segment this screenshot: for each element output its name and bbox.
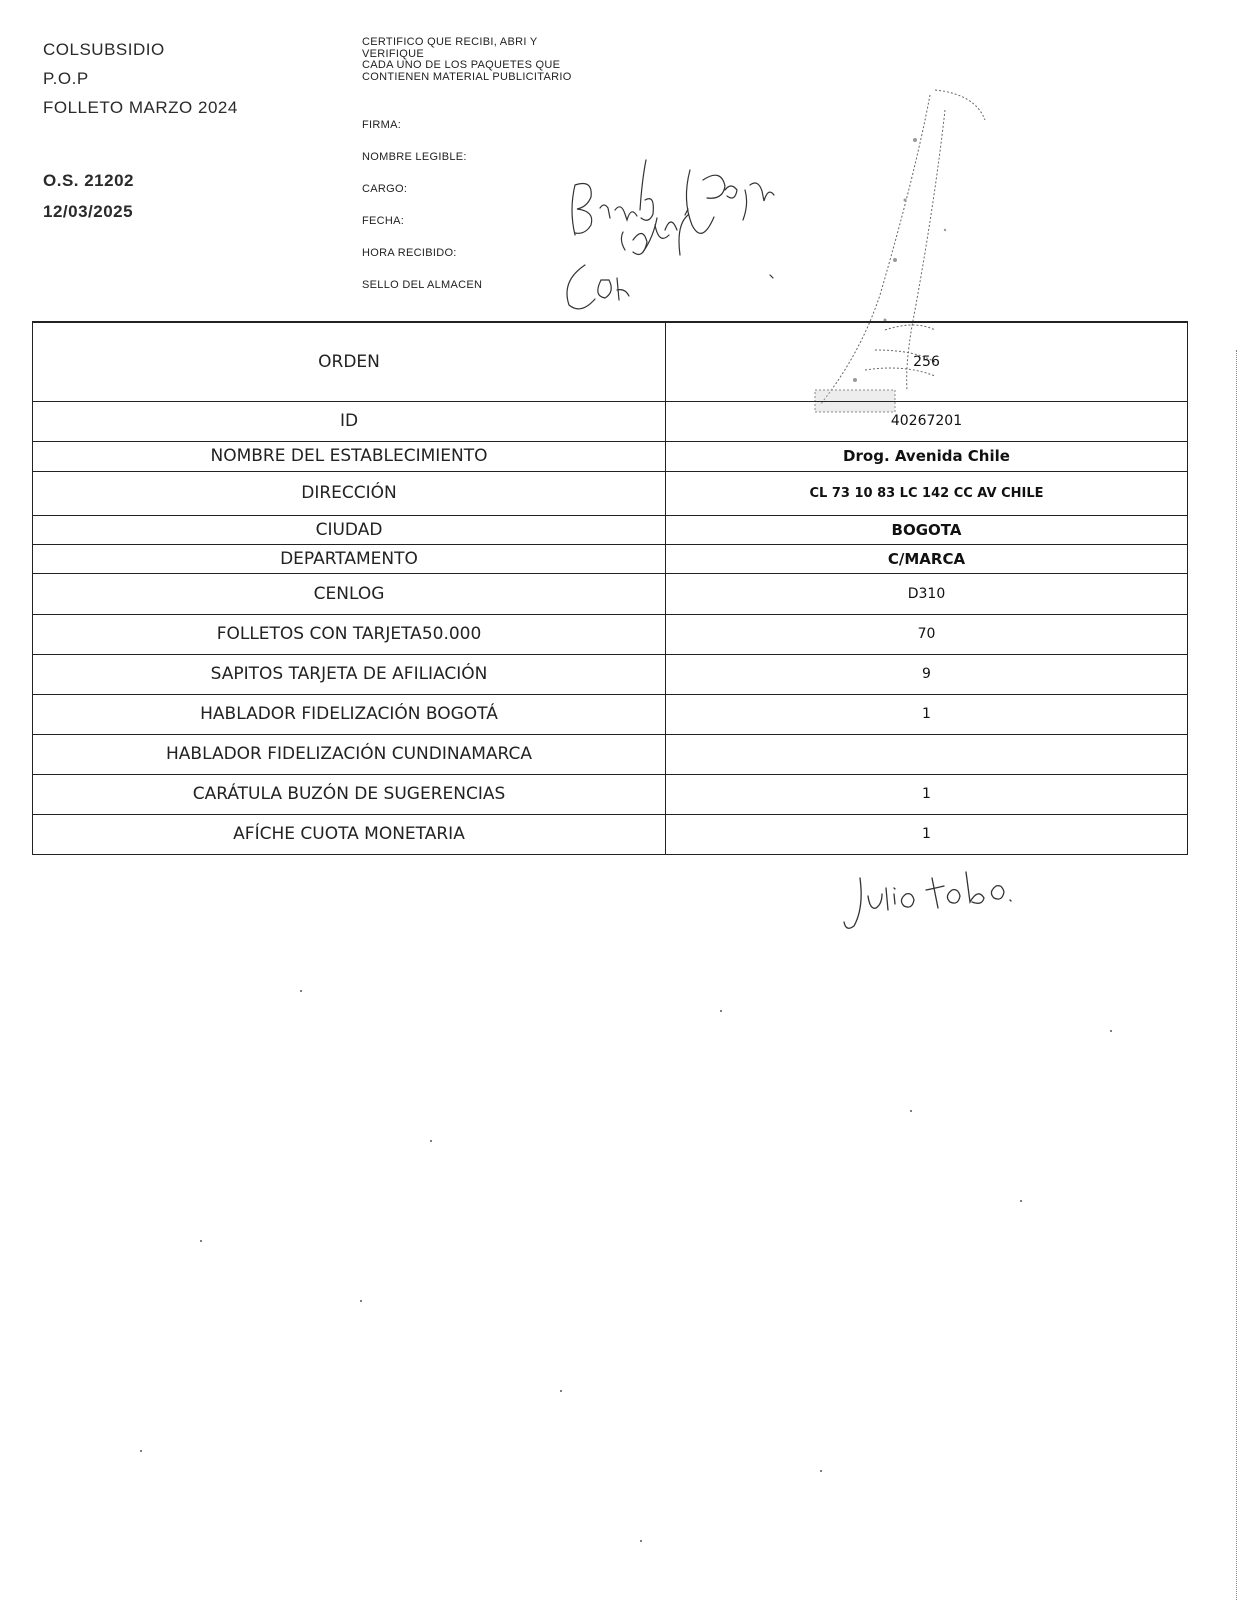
row-label-establecimiento: NOMBRE DEL ESTABLECIMIENTO [33, 441, 666, 471]
row-value-establecimiento: Drog. Avenida Chile [666, 441, 1188, 471]
table-row [33, 322, 1188, 401]
table-row [33, 734, 1188, 774]
row-value-id: 40267201 [666, 401, 1188, 441]
cert-line: CADA UNO DE LOS PAQUETES QUE [362, 59, 561, 71]
table-row [33, 654, 1188, 694]
cert-line: CERTIFICO QUE RECIBI, ABRI Y [362, 36, 538, 48]
row-label-caratula: CARÁTULA BUZÓN DE SUGERENCIAS [33, 774, 666, 814]
field-sello-almacen: SELLO DEL ALMACEN [362, 279, 483, 291]
field-firma: FIRMA: [362, 119, 402, 131]
header-order-block [43, 166, 134, 228]
handwritten-signature [545, 130, 805, 310]
delivery-table [32, 321, 1188, 855]
table-row [33, 814, 1188, 854]
pop-label: P.O.P [43, 69, 89, 88]
table-row [33, 614, 1188, 654]
row-label-ciudad: CIUDAD [33, 515, 666, 544]
header-company-block [43, 35, 238, 122]
order-date: 12/03/2025 [43, 202, 134, 221]
field-cargo: CARGO: [362, 183, 408, 195]
folleto-title: FOLLETO MARZO 2024 [43, 98, 238, 117]
field-nombre-legible: NOMBRE LEGIBLE: [362, 151, 467, 163]
row-value-afiche: 1 [666, 814, 1188, 854]
handwritten-note [840, 868, 1020, 938]
certification-text [362, 37, 572, 83]
row-value-caratula: 1 [666, 774, 1188, 814]
row-value-direccion: CL 73 10 83 LC 142 CC AV CHILE [666, 471, 1188, 515]
scan-edge-line [1236, 350, 1238, 1600]
table-row [33, 515, 1188, 544]
row-value-hablador-bogota: 1 [666, 694, 1188, 734]
table-row [33, 774, 1188, 814]
row-label-folletos: FOLLETOS CON TARJETA50.000 [33, 614, 666, 654]
row-value-departamento: C/MARCA [666, 544, 1188, 573]
row-label-departamento: DEPARTAMENTO [33, 544, 666, 573]
cert-line: VERIFIQUE [362, 47, 424, 60]
row-value-cenlog: D310 [666, 573, 1188, 614]
table-row [33, 441, 1188, 471]
row-value-hablador-cundinamarca [666, 734, 1188, 774]
row-value-sapitos: 9 [666, 654, 1188, 694]
table-row [33, 573, 1188, 614]
row-label-hablador-bogota: HABLADOR FIDELIZACIÓN BOGOTÁ [33, 694, 666, 734]
table-row [33, 694, 1188, 734]
row-label-orden: ORDEN [33, 322, 666, 401]
row-value-orden: 256 [666, 322, 1188, 401]
row-value-ciudad: BOGOTA [666, 515, 1188, 544]
table-row [33, 401, 1188, 441]
row-label-afiche: AFÍCHE CUOTA MONETARIA [33, 814, 666, 854]
field-hora-recibido: HORA RECIBIDO: [362, 247, 457, 259]
table-row [33, 544, 1188, 573]
row-label-sapitos: SAPITOS TARJETA DE AFILIACIÓN [33, 654, 666, 694]
row-value-folletos: 70 [666, 614, 1188, 654]
row-label-hablador-cundinamarca: HABLADOR FIDELIZACIÓN CUNDINAMARCA [33, 734, 666, 774]
row-label-id: ID [33, 401, 666, 441]
row-label-cenlog: CENLOG [33, 573, 666, 614]
table-row [33, 471, 1188, 515]
cert-line: CONTIENEN MATERIAL PUBLICITARIO [362, 70, 572, 83]
field-fecha: FECHA: [362, 215, 405, 227]
order-service-number: O.S. 21202 [43, 171, 135, 190]
company-name: COLSUBSIDIO [43, 40, 165, 59]
row-label-direccion: DIRECCIÓN [33, 471, 666, 515]
